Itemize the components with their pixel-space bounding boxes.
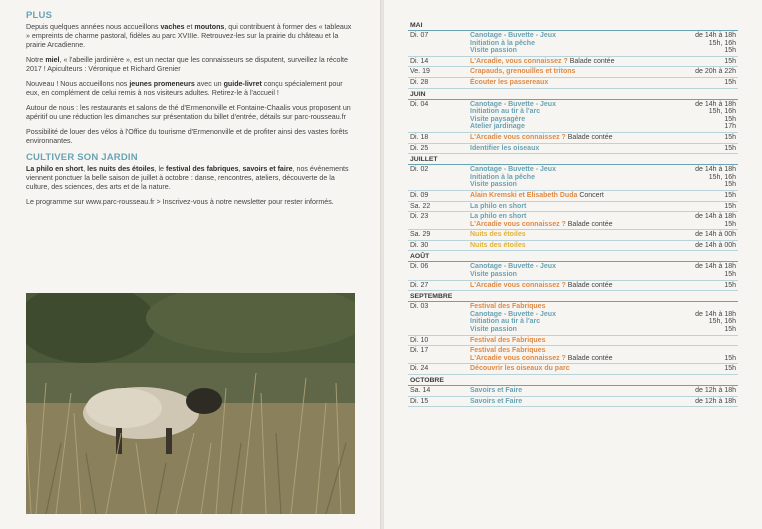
event-list	[470, 203, 658, 211]
month-header: MAI	[408, 20, 738, 31]
bold-text: La philo en short	[26, 165, 84, 173]
event-time: de 14h à 18h	[695, 213, 736, 221]
text-run: avec un	[194, 80, 224, 88]
text-run: Depuis quelques années nous accueillons	[26, 23, 161, 31]
month-header: AOÛT	[408, 251, 738, 262]
event-list	[470, 242, 658, 250]
event-date: Di. 28	[410, 78, 429, 86]
event-times	[658, 387, 738, 395]
event-list	[470, 347, 658, 362]
schedule-row	[408, 397, 738, 408]
event-name: L'Arcadie vous connaissez ?	[470, 354, 566, 362]
event-date: Di. 14	[410, 57, 429, 65]
event-times	[658, 231, 738, 239]
event-name: Savoirs et Faire	[470, 387, 523, 394]
event-list	[470, 166, 658, 189]
event-date: Di. 24	[410, 365, 429, 373]
event-line	[470, 68, 658, 76]
event-time: 15h	[724, 202, 736, 210]
event-line	[470, 387, 658, 395]
event-date: Di. 10	[410, 336, 429, 344]
text-run: ,	[83, 165, 88, 173]
event-times	[658, 68, 738, 76]
event-time: 15h	[724, 78, 736, 86]
event-type: Balade contée	[565, 354, 613, 362]
event-line	[470, 40, 658, 48]
sheep-photo	[26, 293, 355, 514]
schedule-row	[408, 165, 738, 191]
event-time: 15h	[724, 191, 736, 199]
event-line	[470, 166, 658, 174]
event-time: 15h	[724, 326, 736, 334]
event-date: Sa. 22	[410, 202, 431, 210]
event-line	[470, 174, 658, 182]
jardin-title: CULTIVER SON JARDIN	[26, 152, 138, 163]
bold-text: miel	[45, 56, 60, 64]
event-name: Canotage - Buvette - Jeux	[470, 32, 556, 39]
event-name: Écouter les passereaux	[470, 78, 549, 86]
event-line	[470, 311, 658, 319]
event-date: Di. 04	[410, 100, 429, 108]
bold-text: moutons	[194, 23, 225, 31]
schedule-row	[408, 133, 738, 144]
event-name: L'Arcadie vous connaissez ?	[470, 220, 566, 228]
event-name: Visite paysagère	[470, 115, 526, 123]
plus-paragraph-3	[26, 80, 355, 98]
event-line	[470, 145, 658, 153]
plus-paragraph-4	[26, 104, 355, 122]
event-time: de 14h à 00h	[695, 231, 736, 239]
event-list	[470, 134, 658, 142]
bold-text: savoirs et faire	[242, 165, 293, 173]
event-name: Canotage - Buvette - Jeux	[470, 100, 556, 108]
event-line	[470, 242, 658, 250]
event-times	[658, 101, 738, 131]
event-date: Di. 27	[410, 281, 429, 289]
event-time: de 20h à 22h	[695, 68, 736, 76]
text-run: Possibilité de louer des vélos à l'Office du tourisme d'Ermenonville et de profiter ainsi des vastes forêts environnantes.	[26, 128, 348, 145]
event-line	[470, 108, 658, 116]
event-line	[470, 347, 658, 355]
event-time: 15h	[724, 57, 736, 65]
event-line	[470, 192, 658, 200]
bold-text: les nuits des étoiles	[87, 165, 155, 173]
event-time: de 14h à 18h	[695, 100, 736, 108]
jardin-paragraph-1	[26, 165, 355, 192]
schedule-row	[408, 346, 738, 364]
event-list	[470, 337, 658, 345]
event-list	[470, 398, 658, 406]
event-date: Di. 25	[410, 144, 429, 152]
event-name: Canotage - Buvette - Jeux	[470, 263, 556, 271]
schedule-row	[408, 386, 738, 397]
event-time: 15h	[724, 281, 736, 289]
event-name: La philo en short	[470, 202, 527, 210]
event-time: 15h	[724, 271, 736, 279]
event-name: Initiation à la pêche	[470, 173, 535, 181]
event-times	[658, 347, 738, 362]
event-time: 15h	[724, 354, 736, 362]
event-name: Canotage - Buvette - Jeux	[470, 166, 556, 174]
event-times	[658, 192, 738, 200]
event-time: de 14h à 18h	[695, 32, 736, 39]
event-line	[470, 203, 658, 211]
event-times	[658, 365, 738, 373]
event-date: Di. 23	[410, 213, 429, 221]
event-name: Festival des Fabriques	[470, 347, 546, 355]
event-times	[658, 79, 738, 87]
event-list	[470, 365, 658, 373]
event-time: 15h	[724, 47, 736, 55]
event-time: 15h, 16h	[708, 318, 736, 326]
text-run: Notre	[26, 56, 46, 64]
event-times	[658, 263, 738, 278]
text-run: Autour de nous : les restaurants et salons de thé d'Ermenonville et Fontaine-Chaalis vous proposent un apéritif ou une réduction les dimanches sur présentation du billet d'entrée, détails sur parc-rousseau.fr	[26, 104, 351, 121]
event-line	[470, 181, 658, 189]
schedule-row	[408, 144, 738, 155]
event-time: 15h, 16h	[708, 108, 736, 116]
schedule-row	[408, 67, 738, 78]
schedule-row	[408, 364, 738, 375]
event-name: Canotage - Buvette - Jeux	[470, 310, 556, 318]
event-list	[470, 213, 658, 228]
event-name: L'Arcadie vous connaissez ?	[470, 281, 566, 289]
bold-text: vaches	[160, 23, 185, 31]
event-times	[658, 145, 738, 153]
month-header: SEPTEMBRE	[408, 291, 738, 302]
event-time: 15h, 16h	[708, 173, 736, 181]
event-time	[658, 347, 736, 355]
plus-paragraph-2	[26, 56, 355, 74]
event-times	[658, 282, 738, 290]
event-time: 15h	[724, 133, 736, 141]
event-time: 15h	[724, 144, 736, 152]
text-run: Nouveau ! Nous accueillons nos	[26, 80, 130, 88]
event-list	[470, 58, 658, 66]
schedule-row	[408, 31, 738, 57]
event-name: Visite passion	[470, 326, 517, 334]
event-name: Initiation au tir à l'arc	[470, 318, 541, 326]
schedule-row	[408, 57, 738, 68]
event-list	[470, 282, 658, 290]
event-line	[470, 32, 658, 40]
text-run: et	[184, 23, 195, 31]
event-line	[470, 271, 658, 279]
event-time	[658, 337, 736, 345]
event-time: 15h	[724, 181, 736, 189]
event-date: Di. 15	[410, 397, 429, 405]
event-line	[470, 398, 658, 406]
event-times	[658, 337, 738, 345]
event-name: Initiation à la pêche	[470, 39, 535, 47]
event-name: Atelier jardinage	[470, 123, 525, 131]
event-name: Crapauds, grenouilles et tritons	[470, 68, 576, 76]
event-line	[470, 123, 658, 131]
schedule-row	[408, 241, 738, 252]
event-line	[470, 134, 658, 142]
text-run: Le programme sur www.parc-rousseau.fr > Inscrivez-vous à notre newsletter pour rester informés.	[26, 198, 334, 206]
event-list	[470, 79, 658, 87]
event-times	[658, 32, 738, 55]
event-line	[470, 303, 658, 311]
event-date: Di. 06	[410, 263, 429, 271]
event-time: de 12h à 18h	[695, 397, 736, 405]
bold-text: guide-livret	[223, 80, 262, 88]
event-times	[658, 398, 738, 406]
event-time: 15h, 16h	[708, 39, 736, 47]
event-line	[470, 213, 658, 221]
event-name: Nuits des étoiles	[470, 241, 526, 249]
event-date: Di. 18	[410, 133, 429, 141]
month-header: OCTOBRE	[408, 375, 738, 386]
event-line	[470, 365, 658, 373]
plus-title: PLUS	[26, 10, 53, 21]
schedule-row	[408, 212, 738, 230]
event-list	[470, 101, 658, 131]
event-list	[470, 68, 658, 76]
event-name: Festival des Fabriques	[470, 336, 546, 344]
event-name: Savoirs et Faire	[470, 397, 523, 405]
schedule-row	[408, 78, 738, 89]
event-type: Balade contée	[565, 133, 613, 141]
event-date: Sa. 14	[410, 387, 431, 394]
event-times	[658, 303, 738, 333]
event-list	[470, 145, 658, 153]
event-line	[470, 116, 658, 124]
event-times	[658, 203, 738, 211]
event-time: de 14h à 18h	[695, 310, 736, 318]
schedule-row	[408, 230, 738, 241]
schedule-row	[408, 100, 738, 133]
event-line	[470, 79, 658, 87]
event-line	[470, 326, 658, 334]
event-list	[470, 387, 658, 395]
bold-text: festival des fabriques	[165, 165, 239, 173]
event-line	[470, 231, 658, 239]
event-line	[470, 58, 658, 66]
event-name: Visite passion	[470, 271, 517, 279]
event-date: Ve. 19	[410, 68, 430, 76]
event-times	[658, 58, 738, 66]
event-time: de 14h à 18h	[695, 166, 736, 174]
event-name: Identifier les oiseaux	[470, 144, 540, 152]
event-list	[470, 303, 658, 333]
text-run: , le	[154, 165, 166, 173]
schedule-row	[408, 202, 738, 213]
event-date: Di. 03	[410, 303, 429, 311]
jardin-paragraph-2	[26, 198, 355, 207]
text-run: conçu spécialement pour eux, en complément de celui remis à nos visiteurs adultes. Retirez-le à l'accueil !	[26, 80, 343, 97]
event-time: 17h	[724, 123, 736, 131]
event-name: La philo en short	[470, 213, 527, 221]
event-name: L'Arcadie vous connaissez ?	[470, 133, 566, 141]
event-name: Visite passion	[470, 181, 517, 189]
month-header: JUILLET	[408, 154, 738, 165]
event-name: Découvrir les oiseaux du parc	[470, 365, 570, 373]
event-line	[470, 318, 658, 326]
event-date: Di. 17	[410, 347, 429, 355]
schedule-row	[408, 262, 738, 280]
event-time: 15h	[724, 115, 736, 123]
event-list	[470, 192, 658, 200]
event-list	[470, 263, 658, 278]
event-name: Initiation au tir à l'arc	[470, 108, 541, 116]
event-date: Di. 07	[410, 32, 429, 39]
event-times	[658, 242, 738, 250]
event-type: Balade contée	[565, 281, 613, 289]
event-line	[470, 263, 658, 271]
event-list	[470, 231, 658, 239]
event-line	[470, 221, 658, 229]
event-schedule	[408, 20, 738, 407]
event-date: Di. 09	[410, 191, 429, 199]
event-date: Sa. 29	[410, 231, 431, 239]
month-header: JUIN	[408, 89, 738, 100]
event-times	[658, 134, 738, 142]
event-line	[470, 337, 658, 345]
text-run: , qui contribuent à former des « tableaux » empreints de charme pastoral, fidèles au parc XVIIIe. Retrouvez-les sur la prairie du château et la prairie Arcadienne.	[26, 23, 352, 49]
event-name: Visite passion	[470, 47, 517, 55]
event-name: Nuits des étoiles	[470, 231, 526, 239]
event-line	[470, 282, 658, 290]
plus-paragraph-1	[26, 23, 355, 50]
plus-paragraph-5	[26, 128, 355, 146]
text-run: , « l'abeille jardinière », est un nectar que les connaisseurs se disputent, surveillez la récolte 2017 ! Apiculteurs : Véronique et Richard Grenier	[26, 56, 348, 73]
text-run: , nos événements viennent ponctuer la belle saison de juillet à octobre : danse, rencontres, ateliers, découverte de la culture, des sciences, des arts et de la nature.	[26, 165, 349, 191]
event-times	[658, 213, 738, 228]
schedule-row	[408, 302, 738, 335]
event-date: Di. 30	[410, 241, 429, 249]
event-type: Balade contée	[567, 57, 615, 65]
event-line	[470, 355, 658, 363]
event-list	[470, 32, 658, 55]
event-times	[658, 166, 738, 189]
event-time: de 14h à 18h	[695, 263, 736, 271]
schedule-row	[408, 191, 738, 202]
right-page	[384, 0, 762, 529]
event-name: L'Arcadie, vous connaissez ?	[470, 57, 568, 65]
text-run: ,	[238, 165, 243, 173]
event-time	[658, 303, 736, 311]
event-time: de 12h à 18h	[695, 387, 736, 394]
event-time: 15h	[724, 365, 736, 373]
event-time: 15h	[724, 220, 736, 228]
event-name: Alain Kremski et Elisabeth Duda	[470, 191, 578, 199]
event-type: Concert	[577, 191, 604, 199]
event-time: de 14h à 00h	[695, 241, 736, 249]
event-name: Festival des Fabriques	[470, 303, 546, 311]
bold-text: jeunes promeneurs	[129, 80, 195, 88]
schedule-row	[408, 281, 738, 292]
event-date: Di. 02	[410, 166, 429, 174]
event-type: Balade contée	[565, 220, 613, 228]
event-line	[470, 101, 658, 109]
schedule-row	[408, 336, 738, 347]
event-line	[470, 47, 658, 55]
